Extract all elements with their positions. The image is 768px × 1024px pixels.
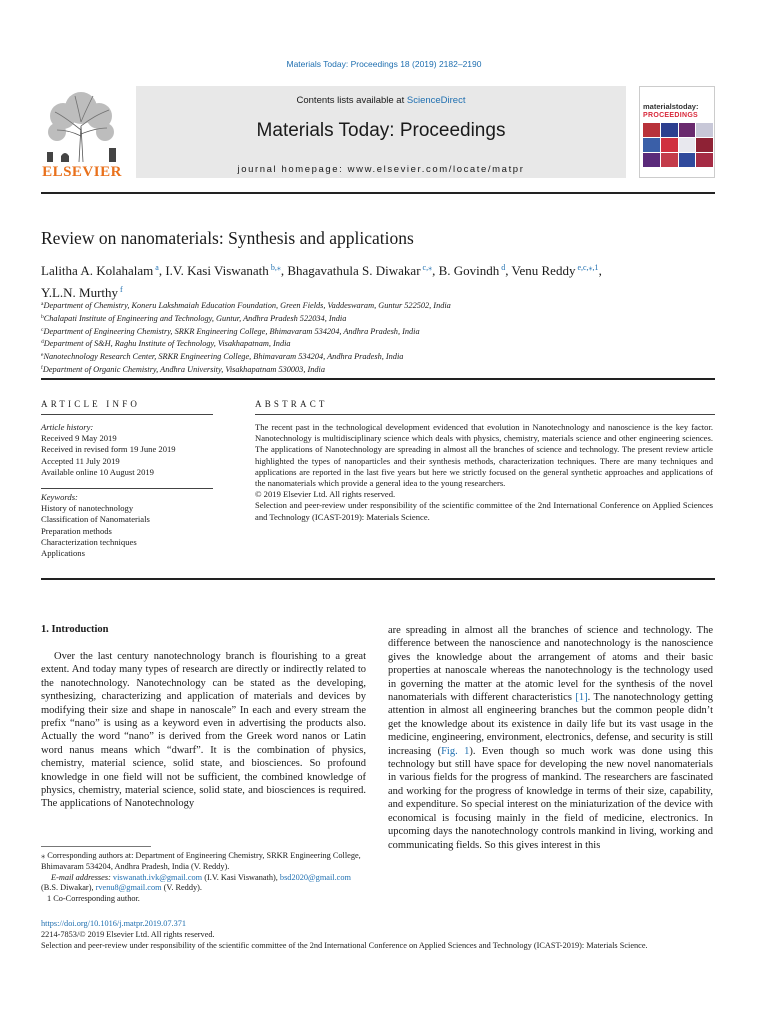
author-separator: , [505, 263, 512, 278]
journal-banner [41, 86, 715, 178]
cover-mosaic-tile [661, 153, 678, 167]
cover-title-brand: materialstoday: [643, 102, 699, 111]
cover-mosaic-tile [661, 138, 678, 152]
footnote-corresponding: ⁎ Corresponding authors at: Department of Engineering Chemistry, SRKR Engineering College, Bhimavaram 534204, Andhra Pradesh, India (V. Reddy). [41, 851, 361, 871]
email-link[interactable]: viswanath.ivk@gmail.com [112, 872, 203, 882]
keyword-item: Applications [41, 548, 85, 559]
email-owner: (V. Reddy). [161, 883, 202, 893]
cover-mosaic-tile [643, 138, 660, 152]
author-separator: , [432, 263, 439, 278]
history-item: Received 9 May 2019 [41, 433, 117, 444]
article-history-label: Article history: [41, 422, 94, 432]
reference-link[interactable]: [1] [575, 692, 588, 704]
cover-mosaic-tile [679, 123, 696, 137]
cover-mosaic-tile [661, 123, 678, 137]
intro-right-column [388, 624, 713, 852]
intro-paragraph: Over the last century nanotechnology branch is flourishing to a great extent. And today many types of research are directly or indirectly related to the nanotechnology. Nanotechnology can be stated as the developing, synthesizing, characterizing and application of materials and devices by modifying their size and shape in nanoscale” In each and every stream the prefix “nano” is using as a keyword even in advertising the products also. Actually the word “nano” is derived from the Greek word nanos or Latin word nanus means which “dwarf”. It is the combination of physics, chemistry, material science, solid state, and biosciences. So profound knowledge in one field will not be sufficient, the combined knowledge of physics, chemistry, material science, solid state, and biosciences is required. The applications of Nanotechnology [41, 651, 366, 810]
email-owner: (B.S. Diwakar), [41, 883, 96, 893]
affiliation-mark: d [41, 339, 44, 346]
intro-paragraph-continued [388, 624, 713, 852]
author-affil-mark[interactable]: f [120, 285, 123, 294]
author-affil-mark[interactable]: a [155, 263, 159, 272]
article-bottom-info [41, 919, 715, 951]
intro-text: are spreading in almost all the branches of science and technology. The difference between the nanoscience and nanotechnology is the nanoscience gives the knowledge about the arrangement of atoms and their basic properties at nanoscale whereas the nanotechnology is the technology used in governing the matter at the atomic level for the synthesis of the novel nanomaterials with different characteristics [388, 625, 713, 704]
affiliation-item [41, 350, 451, 363]
author-name[interactable]: Y.L.N. Murthy [41, 285, 119, 300]
journal-cover-thumbnail[interactable] [639, 86, 715, 178]
affiliation-mark: e [41, 352, 44, 359]
author-separator: , [280, 263, 288, 278]
contents-prefix: Contents lists available at [296, 95, 407, 106]
keywords-block [41, 492, 150, 559]
cover-mosaic-tile [696, 123, 713, 137]
section-heading-introduction: 1. Introduction [41, 624, 109, 635]
footnote-emails [41, 873, 367, 895]
abstract-copyright: © 2019 Elsevier Ltd. All rights reserved. [255, 489, 396, 500]
keywords-rule [41, 488, 213, 489]
author-name[interactable]: B. Govindh [438, 263, 500, 278]
abstract-peer-review: Selection and peer-review under responsibility of the scientific committee of the 2nd International Conference on Applied Sciences and Technology (ICAST-2019): Materials Science. [255, 500, 713, 522]
header-rule [41, 192, 715, 194]
affiliation-mark: a [41, 301, 44, 307]
footnote-rule [41, 846, 151, 847]
author-name[interactable]: Venu Reddy [511, 263, 576, 278]
author-name[interactable]: Bhagavathula S. Diwakar [287, 263, 421, 278]
affiliation-text: Chalapati Institute of Engineering and Technology, Guntur, Andhra Pradesh 522034, India [43, 313, 347, 323]
article-history [41, 422, 176, 478]
author-affil-mark[interactable]: c,⁎ [422, 263, 433, 272]
intro-left-column [41, 650, 366, 811]
keyword-item: Characterization techniques [41, 536, 137, 547]
keyword-item: Classification of Nanomaterials [41, 514, 150, 525]
history-item: Available online 10 August 2019 [41, 466, 154, 477]
affiliation-text: Nanotechnology Research Center, SRKR Engineering College, Bhimavaram 534204, Andhra Pradesh, India [43, 352, 404, 362]
author-affil-mark[interactable]: b,⁎ [270, 263, 281, 272]
abstract-heading: ABSTRACT [255, 399, 328, 409]
contents-line [136, 95, 626, 106]
email-link[interactable]: rvenu8@gmail.com [95, 883, 162, 893]
journal-masthead [136, 86, 626, 178]
cover-title-proceedings: PROCEEDINGS [643, 112, 699, 119]
author-separator: , [158, 263, 166, 278]
article-title: Review on nanomaterials: Synthesis and applications [41, 228, 414, 248]
author-name[interactable]: I.V. Kasi Viswanath [165, 263, 269, 278]
keyword-item: History of nanotechnology [41, 503, 134, 514]
email-label: E-mail addresses: [51, 872, 113, 882]
intro-text: . The nanotechnology getting attention in almost all engineering branches but the common people didn’t get the knowledge about its existence in daily life but its vast usage in the medicine, engineering, environment, electronics, defense, and security is still increasing ( [388, 692, 713, 757]
keywords-label: Keywords: [41, 492, 78, 502]
affiliation-text: Department of S&H, Raghu Institute of Technology, Visakhapatnam, India [43, 339, 291, 349]
cover-mosaic-tile [643, 153, 660, 167]
cover-mosaic-tile [643, 123, 660, 137]
article-info-top-rule [41, 378, 715, 380]
author-name[interactable]: Lalitha A. Kolahalam [41, 263, 154, 278]
author-list [41, 258, 721, 302]
elsevier-tree-icon [41, 86, 123, 164]
email-owner: (I.V. Kasi Viswanath), [202, 872, 280, 882]
issn-line: 2214-7853/© 2019 Elsevier Ltd. All rights reserved. [41, 929, 215, 939]
affiliation-item [41, 363, 451, 376]
journal-homepage[interactable]: journal homepage: www.elsevier.com/locate/matpr [237, 164, 525, 175]
cover-mosaic-tile [679, 138, 696, 152]
cover-mosaic-tile [696, 153, 713, 167]
affiliation-mark: f [41, 364, 43, 371]
history-item: Accepted 11 July 2019 [41, 455, 120, 466]
article-info-heading: ARTICLE INFO [41, 399, 141, 409]
author-affil-mark[interactable]: d [501, 263, 506, 272]
abstract-bottom-rule [41, 578, 715, 580]
intro-text: ). Even though so much work was done using this technology but still have space for developing the new novel nanomaterials in various fields for the progress of mankind. The researchers are fascinated and working for the progress of knowledge in terms of their size, capability, and expenditure. So special interest on the miniaturization of the device with economical is focusing mainly in the field of medicine, electronics. In upcoming days the nanotechnology controls mankind in living, working and communicating fields. So this gives interest in this [388, 745, 713, 851]
affiliation-mark: b [41, 313, 44, 320]
author-separator: , [598, 263, 602, 278]
affiliation-item [41, 299, 451, 312]
history-item: Received in revised form 19 June 2019 [41, 444, 176, 455]
abstract-rule [255, 414, 715, 415]
affiliation-text: Department of Engineering Chemistry, SRKR Engineering College, Bhimavaram 534204, Andhra Pradesh, India [43, 326, 420, 336]
email-link[interactable]: bsd2020@gmail.com [279, 872, 351, 882]
affiliation-item [41, 337, 451, 350]
cover-mosaic-tile [679, 153, 696, 167]
journal-citation[interactable]: Materials Today: Proceedings 18 (2019) 2182–2190 [286, 59, 482, 69]
cover-title [643, 103, 713, 120]
cover-mosaic-tile [696, 138, 713, 152]
author-affil-mark[interactable]: e,c,⁎,1 [577, 263, 599, 272]
doi-link[interactable]: https://doi.org/10.1016/j.matpr.2019.07.371 [41, 919, 187, 928]
affiliation-text: Department of Organic Chemistry, Andhra University, Visakhapatnam 530003, India [42, 364, 325, 374]
affiliation-mark: c [41, 326, 44, 333]
journal-title: Materials Today: Proceedings [256, 120, 506, 141]
figure-link[interactable]: Fig. 1 [441, 745, 470, 757]
footnote-co-corresponding: 1 Co-Corresponding author. [47, 894, 140, 904]
keyword-item: Preparation methods [41, 525, 112, 536]
elsevier-logo[interactable] [41, 86, 123, 178]
affiliation-item [41, 312, 451, 325]
sciencedirect-link[interactable]: ScienceDirect [406, 95, 466, 106]
elsevier-wordmark: ELSEVIER [42, 164, 122, 180]
abstract-body: The recent past in the technological development evidenced that evolution in Nanotechnology and nanoscience is the key factor. Nanotechnology is multidisciplinary science which deals with physics, chemistry, materials science and other engineering sciences. The applications of Nanotechnology are spreading in almost all the branches of science and technology. The present review article highlighted the types of nanoparticles and their synthesis methods, characterization techniques. There are many techniques and applications are reported in the last five years but here we strictly focused on the general synthetic approaches and applications of the nanomaterials which provide a general idea to the young researchers. [255, 422, 713, 489]
cover-image-mosaic [643, 123, 713, 167]
affiliation-item [41, 325, 451, 338]
article-info-rule [41, 414, 213, 415]
affiliation-text: Department of Chemistry, Koneru Lakshmaiah Education Foundation, Green Fields, Vaddeswaram, Guntur 522502, India [43, 301, 451, 310]
footnotes [41, 851, 367, 905]
bottom-peer-review: Selection and peer-review under responsibility of the scientific committee of the 2nd International Conference on Applied Sciences and Technology (ICAST-2019): Materials Science. [41, 940, 648, 950]
abstract-block [255, 422, 713, 523]
affiliation-list [41, 299, 451, 376]
